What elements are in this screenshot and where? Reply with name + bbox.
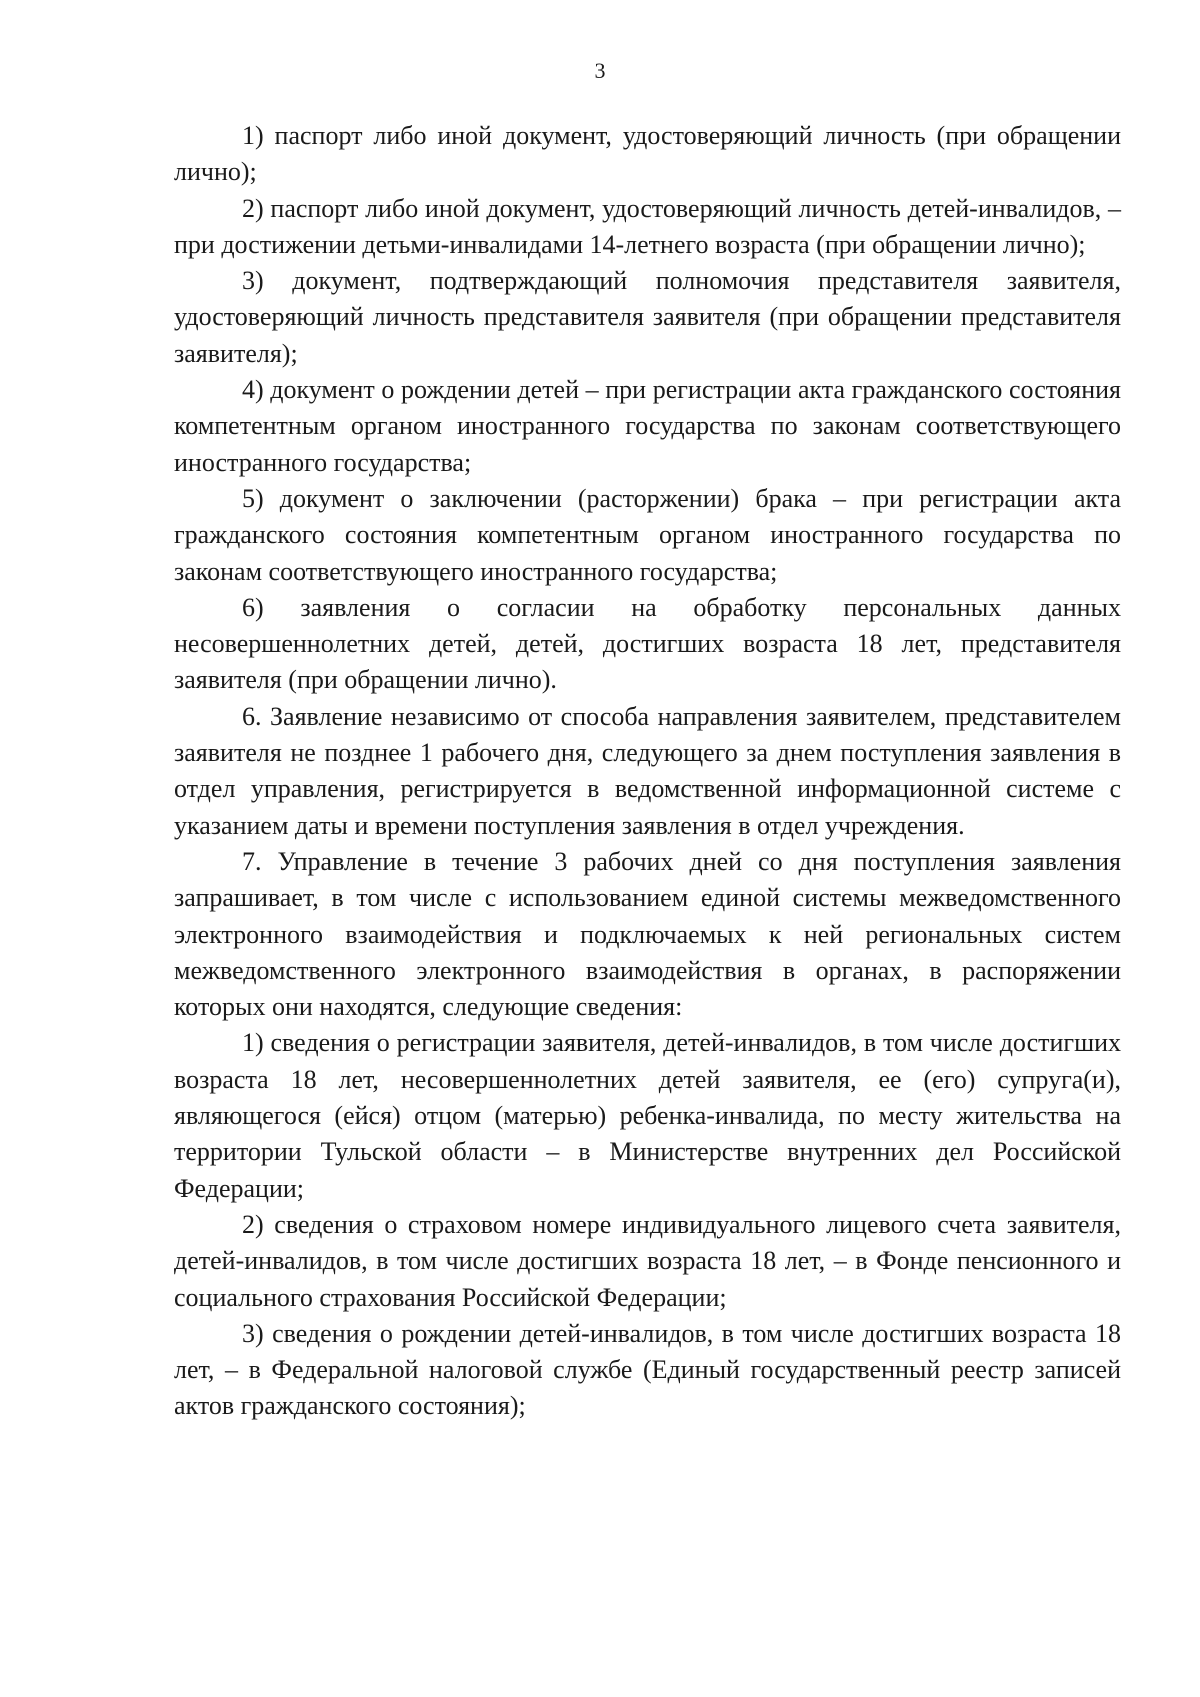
list-item-insurance-number: 2) сведения о страховом номере индивидуального лицевого счета заявителя, детей-инвалидов, в том числе достигших возраста 18 лет, – в Фонде пенсионного и социального страхования Российской Федерации; <box>174 1209 1121 1312</box>
clause-7-requests: 7. Управление в течение 3 рабочих дней со дня поступления заявления запрашивает, в том числе с использованием единой системы межведомственного электронного взаимодействия и подключаемых к ней региональных систем межведомственного электронного взаимодействия в органах, в распоряжении которых они находятся, следующие сведения: <box>174 846 1121 1022</box>
list-item-consent-statements: 6) заявления о согласии на обработку персональных данных несовершеннолетних детей, детей, достигших возраста 18 лет, представителя заявителя (при обращении лично). <box>174 592 1121 695</box>
document-body <box>174 118 1121 1425</box>
list-item-birth-info: 3) сведения о рождении детей-инвалидов, в том числе достигших возраста 18 лет, – в Федеральной налоговой службе (Единый государственный реестр записей актов гражданского состояния); <box>174 1318 1121 1421</box>
page-number: 3 <box>594 58 606 83</box>
list-item-passport: 1) паспорт либо иной документ, удостоверяющий личность (при обращении лично); <box>174 121 1121 187</box>
clause-6-registration: 6. Заявление независимо от способа направления заявителем, представителем заявителя не позднее 1 рабочего дня, следующего за днем поступления заявления в отдел управления, регистрируется в ведомственной информационной системе с указанием даты и времени поступления заявления в отдел учреждения. <box>174 701 1121 840</box>
list-item-registration-info: 1) сведения о регистрации заявителя, детей-инвалидов, в том числе достигших возраста 18 лет, несовершеннолетних детей заявителя, ее (его) супруга(и), являющегося (ейся) отцом (матерью) ребенка-инвалида, по месту жительства на территории Тульской области – в Министерстве внутренних дел Российской Федерации; <box>174 1028 1121 1203</box>
list-item-children-passport: 2) паспорт либо иной документ, удостоверяющий личность детей-инвалидов, – при достижении детьми-инвалидами 14-летнего возраста (при обращении лично); <box>174 193 1121 259</box>
list-item-marriage-document: 5) документ о заключении (расторжении) брака – при регистрации акта гражданского состояния компетентным органом иностранного государства по законам соответствующего иностранного государства; <box>174 483 1121 586</box>
list-item-representative-authority: 3) документ, подтверждающий полномочия представителя заявителя, удостоверяющий личность представителя заявителя (при обращении представителя заявителя); <box>174 266 1121 368</box>
list-item-birth-document: 4) документ о рождении детей – при регистрации акта гражданского состояния компетентным органом иностранного государства по законам соответствующего иностранного государства; <box>174 375 1121 477</box>
